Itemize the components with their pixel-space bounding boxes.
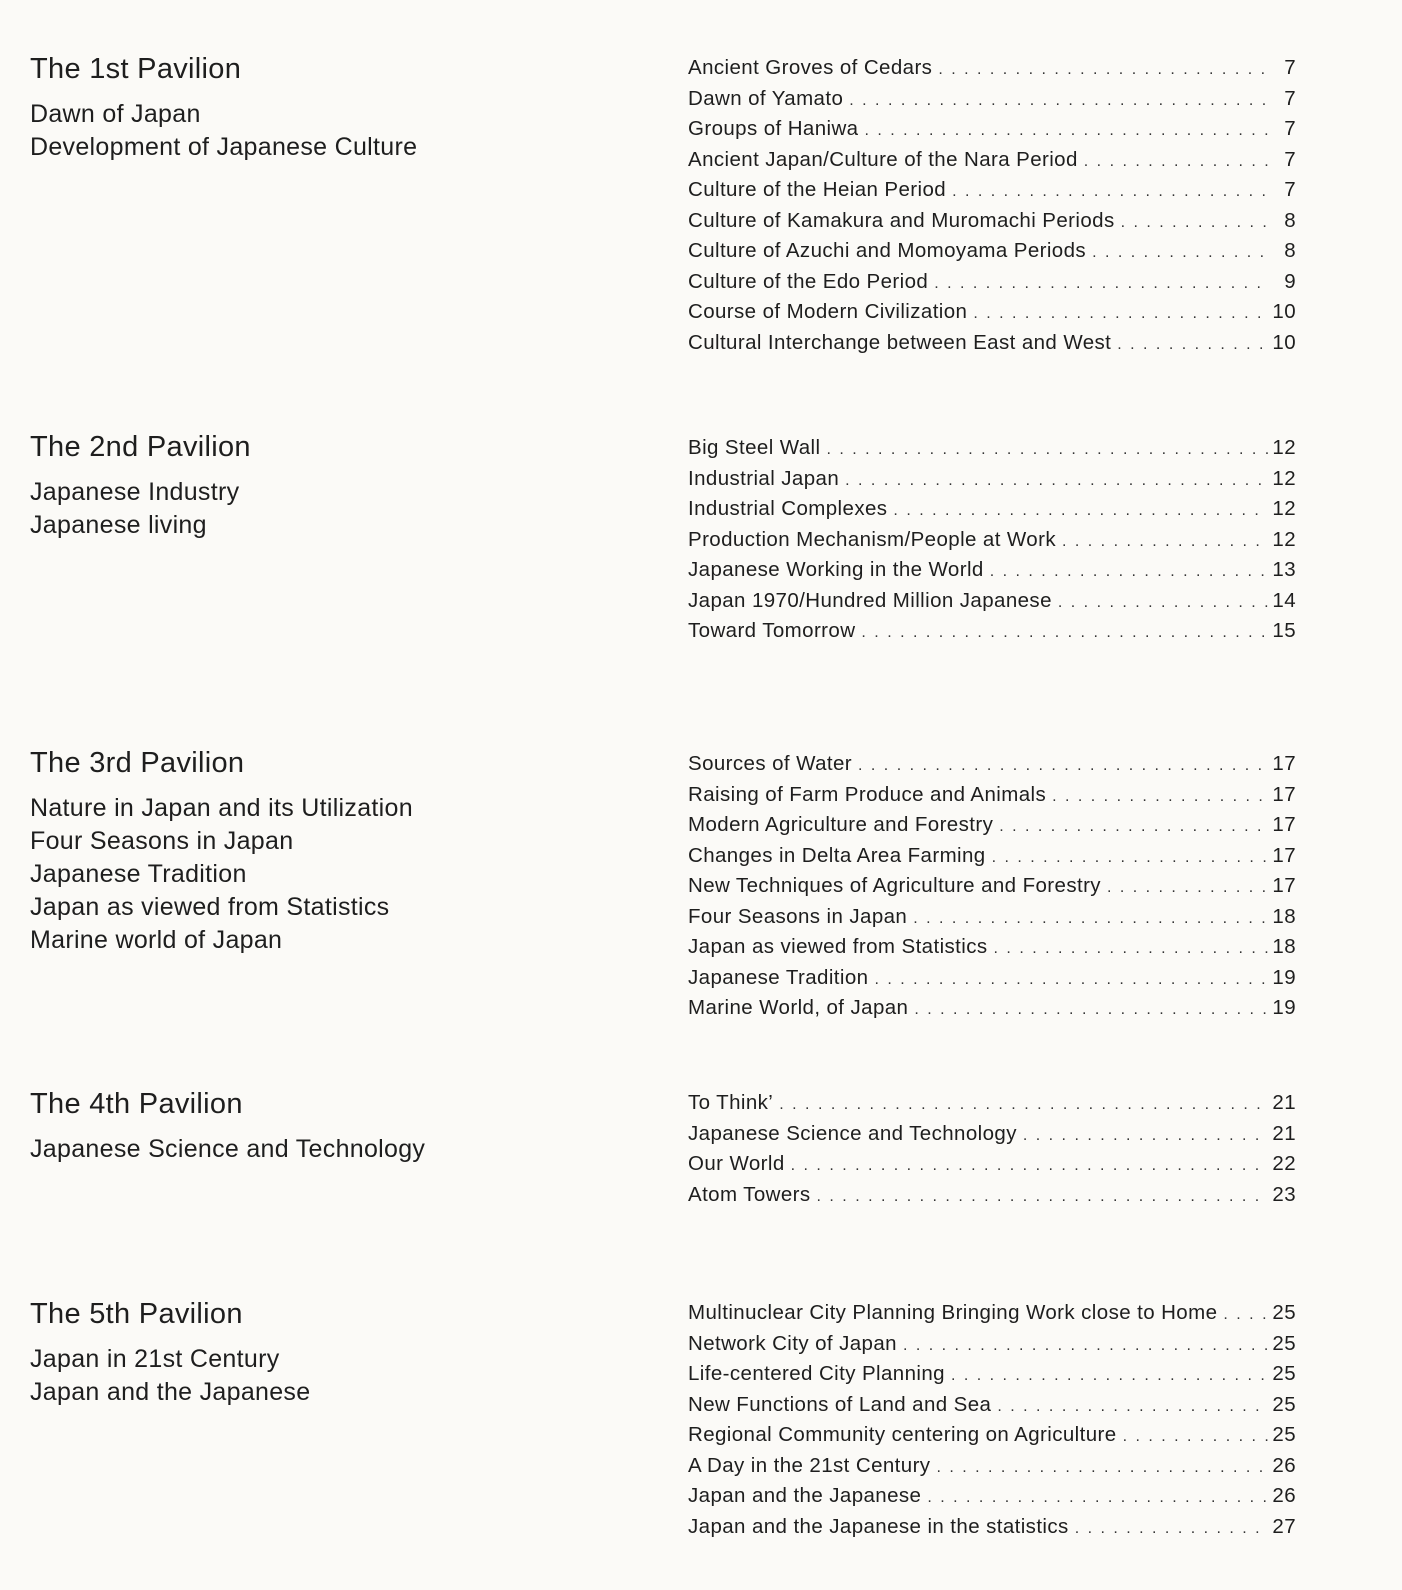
pavilion-subtitle: Japanese living: [30, 511, 207, 539]
dot-leader: [1117, 336, 1268, 354]
toc-entry-page: 12: [1272, 527, 1296, 551]
toc-entry[interactable]: [688, 209, 1296, 240]
dot-leader: [973, 305, 1268, 323]
dot-leader: [914, 1001, 1268, 1019]
toc-entry-title: Changes in Delta Area Farming: [688, 843, 986, 867]
pavilion-heading-block: [30, 746, 630, 957]
toc-entry-page: 17: [1272, 843, 1296, 867]
toc-entry-title: To Think’: [688, 1091, 774, 1114]
pavilion-subtitle: Japanese Tradition: [30, 860, 247, 888]
dot-leader: [938, 61, 1268, 79]
toc-entry[interactable]: [688, 1393, 1296, 1424]
toc-entry-title: New Functions of Land and Sea: [688, 1392, 992, 1416]
toc-entry-title: Japanese Tradition: [688, 965, 869, 989]
toc-entry-page: 22: [1272, 1152, 1296, 1175]
toc-entry[interactable]: [688, 436, 1296, 467]
toc-entry[interactable]: [688, 874, 1296, 905]
toc-entry-page: 13: [1272, 558, 1296, 581]
toc-entry-page: 7: [1284, 117, 1296, 140]
toc-entry[interactable]: [688, 1362, 1296, 1393]
toc-entry-title: Culture of Azuchi and Momoyama Periods: [688, 239, 1087, 262]
toc-entry-page: 8: [1284, 239, 1296, 262]
toc-entry-title: Sources of Water: [688, 752, 853, 775]
pavilion-heading-block: [30, 1297, 630, 1409]
dot-leader: [1062, 533, 1268, 551]
dot-leader: [999, 818, 1268, 836]
toc-entry-title: Toward Tomorrow: [688, 619, 856, 642]
toc-entry[interactable]: [688, 331, 1296, 362]
dot-leader: [893, 502, 1268, 520]
toc-entry-title: Japan 1970/Hundred Million Japanese: [688, 588, 1052, 612]
toc-entry[interactable]: [688, 270, 1296, 301]
dot-leader: [1058, 594, 1268, 612]
toc-entry-title: Atom Towers: [688, 1182, 811, 1206]
toc-entry-page: 12: [1272, 466, 1296, 490]
toc-entry-page: 25: [1272, 1331, 1296, 1355]
toc-entry-page: 10: [1272, 330, 1296, 354]
dot-leader: [1107, 879, 1268, 897]
dot-leader: [994, 940, 1268, 958]
toc-entry-page: 15: [1272, 619, 1296, 642]
dot-leader: [874, 971, 1268, 989]
pavilion-title: The 1st Pavilion: [30, 53, 242, 85]
toc-entry-title: Course of Modern Civilization: [688, 300, 968, 323]
toc-entry[interactable]: [688, 1152, 1296, 1183]
dot-leader: [951, 1367, 1268, 1385]
toc-entry[interactable]: [688, 528, 1296, 559]
toc-entry-title: Cultural Interchange between East and West: [688, 330, 1112, 354]
toc-entry-title: A Day in the 21st Century: [688, 1453, 931, 1477]
dot-leader: [913, 910, 1268, 928]
toc-entry-page: 25: [1272, 1392, 1296, 1416]
toc-entry-title: Japan as viewed from Statistics: [688, 935, 988, 958]
toc-entry-title: Our World: [688, 1152, 785, 1175]
toc-entry-title: Network City of Japan: [688, 1331, 897, 1355]
dot-leader: [849, 92, 1268, 110]
toc-entry-title: Industrial Complexes: [688, 497, 888, 520]
dot-leader: [934, 275, 1268, 293]
dot-leader: [791, 1157, 1268, 1175]
dot-leader: [817, 1188, 1268, 1206]
pavilion-subtitle: Marine world of Japan: [30, 926, 283, 954]
toc-entry-title: Ancient Groves of Cedars: [688, 56, 933, 79]
toc-entry-title: Japanese Science and Technology: [688, 1121, 1017, 1145]
toc-entry-page: 21: [1272, 1091, 1296, 1114]
toc-entry-title: Groups of Haniwa: [688, 117, 859, 140]
pavilion-title: The 5th Pavilion: [30, 1298, 243, 1330]
pavilion-subtitle: Nature in Japan and its Utilization: [30, 794, 413, 822]
toc-entry-page: 7: [1284, 86, 1296, 110]
pavilion-subtitle: Japan as viewed from Statistics: [30, 893, 390, 921]
dot-leader: [858, 757, 1268, 775]
toc-entry-title: Industrial Japan: [688, 466, 840, 490]
dot-leader: [826, 441, 1268, 459]
contents-list: [688, 752, 1296, 1027]
toc-entry-title: Four Seasons in Japan: [688, 904, 908, 928]
toc-entry-page: 25: [1272, 1301, 1296, 1324]
toc-entry-page: 26: [1272, 1484, 1296, 1507]
toc-entry[interactable]: [688, 996, 1296, 1027]
pavilion-subtitle: Japanese Science and Technology: [30, 1135, 426, 1163]
toc-entry-page: 27: [1272, 1514, 1296, 1538]
pavilion-heading-block: [30, 1087, 630, 1166]
dot-leader: [990, 563, 1268, 581]
pavilion-subtitle: Development of Japanese Culture: [30, 133, 418, 161]
toc-entry-page: 26: [1272, 1453, 1296, 1477]
toc-entry-page: 7: [1284, 56, 1296, 79]
dot-leader: [952, 183, 1268, 201]
dot-leader: [992, 849, 1268, 867]
dot-leader: [1023, 1127, 1268, 1145]
contents-list: [688, 1301, 1296, 1545]
pavilion-title: The 3rd Pavilion: [30, 747, 245, 779]
dot-leader: [1121, 214, 1268, 232]
toc-entry-title: Japan and the Japanese in the statistics: [688, 1514, 1069, 1538]
dot-leader: [1052, 788, 1268, 806]
toc-entry[interactable]: [688, 497, 1296, 528]
toc-entry[interactable]: [688, 117, 1296, 148]
contents-list: [688, 1091, 1296, 1213]
pavilion-subtitle: Japan in 21st Century: [30, 1345, 280, 1373]
toc-entry-title: Multinuclear City Planning Bringing Work close to Home: [688, 1301, 1218, 1324]
dot-leader: [779, 1096, 1268, 1114]
toc-entry-page: 7: [1284, 147, 1296, 171]
toc-entry-title: Culture of the Edo Period: [688, 269, 929, 293]
toc-entry[interactable]: [688, 178, 1296, 209]
toc-entry[interactable]: [688, 752, 1296, 783]
toc-entry[interactable]: [688, 1091, 1296, 1122]
pavilion-title: The 2nd Pavilion: [30, 431, 251, 463]
toc-entry-page: 12: [1272, 497, 1296, 520]
toc-entry-page: 21: [1272, 1121, 1296, 1145]
toc-entry[interactable]: [688, 966, 1296, 997]
contents-list: [688, 436, 1296, 650]
toc-entry[interactable]: [688, 619, 1296, 650]
dot-leader: [845, 472, 1268, 490]
pavilion-heading-block: [30, 430, 630, 542]
dot-leader: [1075, 1520, 1268, 1538]
toc-entry[interactable]: [688, 1183, 1296, 1214]
toc-entry[interactable]: [688, 87, 1296, 118]
toc-entry-title: Life-centered City Planning: [688, 1362, 945, 1385]
toc-entry-page: 17: [1272, 813, 1296, 836]
toc-entry-page: 25: [1272, 1423, 1296, 1446]
toc-entry-page: 19: [1272, 996, 1296, 1019]
toc-entry-page: 23: [1272, 1182, 1296, 1206]
dot-leader: [861, 624, 1268, 642]
toc-entry[interactable]: [688, 1122, 1296, 1153]
toc-entry-title: Japan and the Japanese: [688, 1484, 922, 1507]
toc-entry[interactable]: [688, 783, 1296, 814]
toc-entry[interactable]: [688, 558, 1296, 589]
toc-entry[interactable]: [688, 844, 1296, 875]
pavilion-title: The 4th Pavilion: [30, 1088, 243, 1120]
toc-entry[interactable]: [688, 905, 1296, 936]
toc-entry[interactable]: [688, 589, 1296, 620]
toc-entry-title: Dawn of Yamato: [688, 86, 844, 110]
toc-entry-title: Modern Agriculture and Forestry: [688, 813, 994, 836]
contents-list: [688, 56, 1296, 361]
toc-entry[interactable]: [688, 1332, 1296, 1363]
dot-leader: [927, 1489, 1268, 1507]
toc-entry[interactable]: [688, 148, 1296, 179]
toc-entry-title: Big Steel Wall: [688, 436, 821, 459]
toc-entry-page: 25: [1272, 1362, 1296, 1385]
dot-leader: [1084, 153, 1268, 171]
toc-entry[interactable]: [688, 300, 1296, 331]
pavilion-subtitle: Dawn of Japan: [30, 100, 201, 128]
pavilion-subtitle: Four Seasons in Japan: [30, 827, 294, 855]
toc-entry-title: Culture of Kamakura and Muromachi Periods: [688, 208, 1115, 232]
toc-entry-page: 18: [1272, 935, 1296, 958]
toc-entry-page: 7: [1284, 178, 1296, 201]
toc-entry[interactable]: [688, 1484, 1296, 1515]
toc-entry[interactable]: [688, 1423, 1296, 1454]
toc-entry[interactable]: [688, 935, 1296, 966]
toc-entry-title: Production Mechanism/People at Work: [688, 527, 1056, 551]
toc-entry-page: 9: [1284, 269, 1296, 293]
toc-entry[interactable]: [688, 813, 1296, 844]
toc-entry-page: 10: [1272, 300, 1296, 323]
toc-entry-page: 8: [1284, 208, 1296, 232]
toc-entry-page: 12: [1272, 436, 1296, 459]
toc-entry-title: Japanese Working in the World: [688, 558, 984, 581]
pavilion-subtitle: Japan and the Japanese: [30, 1378, 311, 1406]
toc-entry[interactable]: [688, 1454, 1296, 1485]
toc-entry-page: 19: [1272, 965, 1296, 989]
toc-entry[interactable]: [688, 1515, 1296, 1546]
toc-entry-title: Culture of the Heian Period: [688, 178, 947, 201]
pavilion-heading-block: [30, 52, 630, 164]
toc-entry[interactable]: [688, 467, 1296, 498]
toc-entry[interactable]: [688, 1301, 1296, 1332]
toc-entry-title: New Techniques of Agriculture and Forestry: [688, 874, 1101, 897]
toc-entry[interactable]: [688, 56, 1296, 87]
dot-leader: [1092, 244, 1268, 262]
dot-leader: [936, 1459, 1268, 1477]
toc-entry-page: 18: [1272, 904, 1296, 928]
toc-entry-title: Marine World, of Japan: [688, 996, 909, 1019]
toc-entry-title: Ancient Japan/Culture of the Nara Period: [688, 147, 1078, 171]
toc-entry-page: 17: [1272, 752, 1296, 775]
toc-entry[interactable]: [688, 239, 1296, 270]
dot-leader: [997, 1398, 1268, 1416]
dot-leader: [864, 122, 1268, 140]
pavilion-subtitle: Japanese Industry: [30, 478, 240, 506]
dot-leader: [1223, 1306, 1268, 1324]
toc-entry-title: Regional Community centering on Agriculture: [688, 1423, 1117, 1446]
toc-entry-title: Raising of Farm Produce and Animals: [688, 782, 1047, 806]
toc-entry-page: 14: [1272, 588, 1296, 612]
dot-leader: [1123, 1428, 1268, 1446]
dot-leader: [903, 1337, 1268, 1355]
toc-entry-page: 17: [1272, 782, 1296, 806]
toc-entry-page: 17: [1272, 874, 1296, 897]
